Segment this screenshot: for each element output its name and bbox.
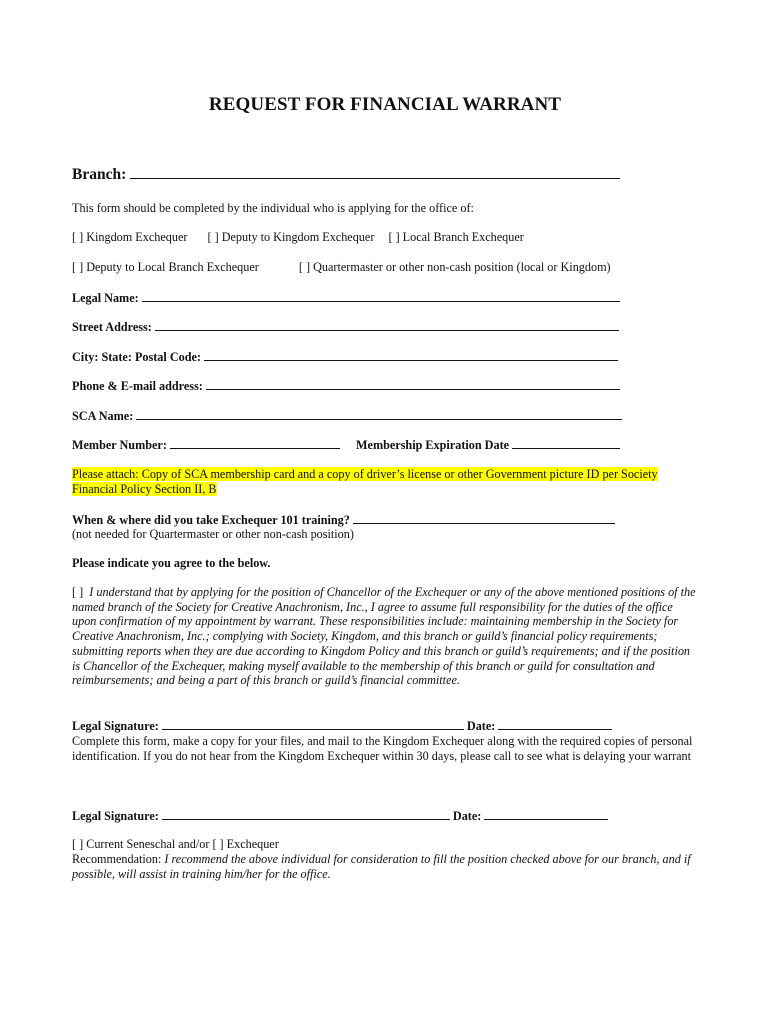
- agreement-checkbox[interactable]: [ ]: [72, 585, 84, 599]
- recommendation-label: Recommendation:: [72, 852, 162, 866]
- phone-email-line[interactable]: [206, 378, 620, 390]
- agree-heading: Please indicate you agree to the below.: [72, 556, 271, 570]
- attach-note-line-2: [72, 482, 217, 497]
- signature-1-date-label: Date:: [466, 719, 496, 733]
- sca-name-line[interactable]: [136, 408, 622, 420]
- sca-name-field: [72, 408, 622, 424]
- street-address-line[interactable]: [155, 319, 619, 331]
- member-number-line[interactable]: [170, 437, 340, 449]
- signature-1-label: Legal Signature:: [72, 719, 159, 733]
- city-state-postal-line[interactable]: [204, 349, 618, 361]
- recommendation-paragraph: [72, 852, 698, 881]
- phone-email-label: Phone & E-mail address:: [72, 379, 203, 393]
- street-address-field: [72, 319, 619, 335]
- training-note: (not needed for Quartermaster or other non-cash position): [72, 527, 354, 541]
- legal-name-field: [72, 290, 620, 306]
- agreement-text: I understand that by applying for the position of Chancellor of the Exchequer or any of the above mentioned positions of the named branch of the Society for Creative Anachronism, Inc., I agree to assume full responsibility for the duties of the office upon confirmation of my appointment by warrant. These responsibilities include: maintaining membership in the Society for Creative Anachronism, Inc.; complying with Society, Kingdom, and this branch or guild’s financial policy requirements; submitting reports when they are due according to Kingdom Policy and this branch or guild’s requirements; and if the position is Chancellor of the Exchequer, making myself available to the membership of this branch or guild for consultation and reimbursements; and being a part of this branch or guild’s financial committee.: [72, 585, 696, 688]
- signature-2-date-label: Date:: [452, 809, 482, 823]
- signature-2-date-line[interactable]: [484, 808, 608, 820]
- signature-1-date-line[interactable]: [498, 718, 612, 730]
- city-state-postal-field: [72, 349, 618, 365]
- branch-label: Branch:: [72, 166, 127, 183]
- instructions-text: Complete this form, make a copy for your files, and mail to the Kingdom Exchequer along with the required copies of personal identification. If you do not hear from the Kingdom Exchequer within 30 days, please call to see what is delaying your warrant: [72, 734, 693, 763]
- training-line[interactable]: [353, 512, 615, 524]
- option-deputy-kingdom-exchequer[interactable]: [ ] Deputy to Kingdom Exchequer: [207, 230, 375, 244]
- member-number-label: Member Number:: [72, 438, 167, 452]
- training-field: [72, 512, 615, 528]
- signature-2-line[interactable]: [162, 808, 450, 820]
- signature-1-line[interactable]: [162, 718, 464, 730]
- branch-line[interactable]: [130, 165, 620, 179]
- signature-2-label: Legal Signature:: [72, 809, 159, 823]
- phone-email-field: [72, 378, 620, 394]
- office-row-2: [72, 260, 611, 275]
- recommendation-text: I recommend the above individual for consideration to fill the position checked above for our branch, and if possible, will assist in training him/her for the office.: [72, 852, 691, 881]
- legal-name-label: Legal Name:: [72, 291, 139, 305]
- attach-note-line-1: [72, 467, 658, 482]
- intro-text: This form should be completed by the individual who is applying for the office of:: [72, 201, 474, 215]
- option-deputy-local-branch-exchequer[interactable]: [ ] Deputy to Local Branch Exchequer: [72, 260, 259, 274]
- branch-field: [72, 165, 620, 182]
- member-number-row: [72, 437, 620, 453]
- option-local-branch-exchequer[interactable]: [ ] Local Branch Exchequer: [388, 230, 524, 244]
- street-address-label: Street Address:: [72, 320, 152, 334]
- training-question: When & where did you take Exchequer 101 training?: [72, 513, 350, 527]
- approver-line: [ ] Current Seneschal and/or [ ] Exchequer: [72, 837, 279, 851]
- signature-row-1: [72, 718, 612, 734]
- city-state-postal-label: City: State: Postal Code:: [72, 350, 201, 364]
- membership-expiration-label: Membership Expiration Date: [356, 438, 510, 452]
- membership-expiration-line[interactable]: [512, 437, 620, 449]
- agreement-paragraph: [72, 585, 698, 688]
- legal-name-line[interactable]: [142, 290, 620, 302]
- attach-note-highlight-1: Please attach: Copy of SCA membership card and a copy of driver’s license or other Government picture ID per Society: [72, 467, 658, 481]
- option-kingdom-exchequer[interactable]: [ ] Kingdom Exchequer: [72, 230, 188, 244]
- signature-row-2: [72, 808, 608, 824]
- sca-name-label: SCA Name:: [72, 409, 134, 423]
- attach-note-highlight-2: Financial Policy Section II, B: [72, 482, 217, 496]
- option-quartermaster[interactable]: [ ] Quartermaster or other non-cash position (local or Kingdom): [298, 260, 611, 274]
- form-title: REQUEST FOR FINANCIAL WARRANT: [208, 94, 562, 115]
- office-row-1: [72, 230, 524, 245]
